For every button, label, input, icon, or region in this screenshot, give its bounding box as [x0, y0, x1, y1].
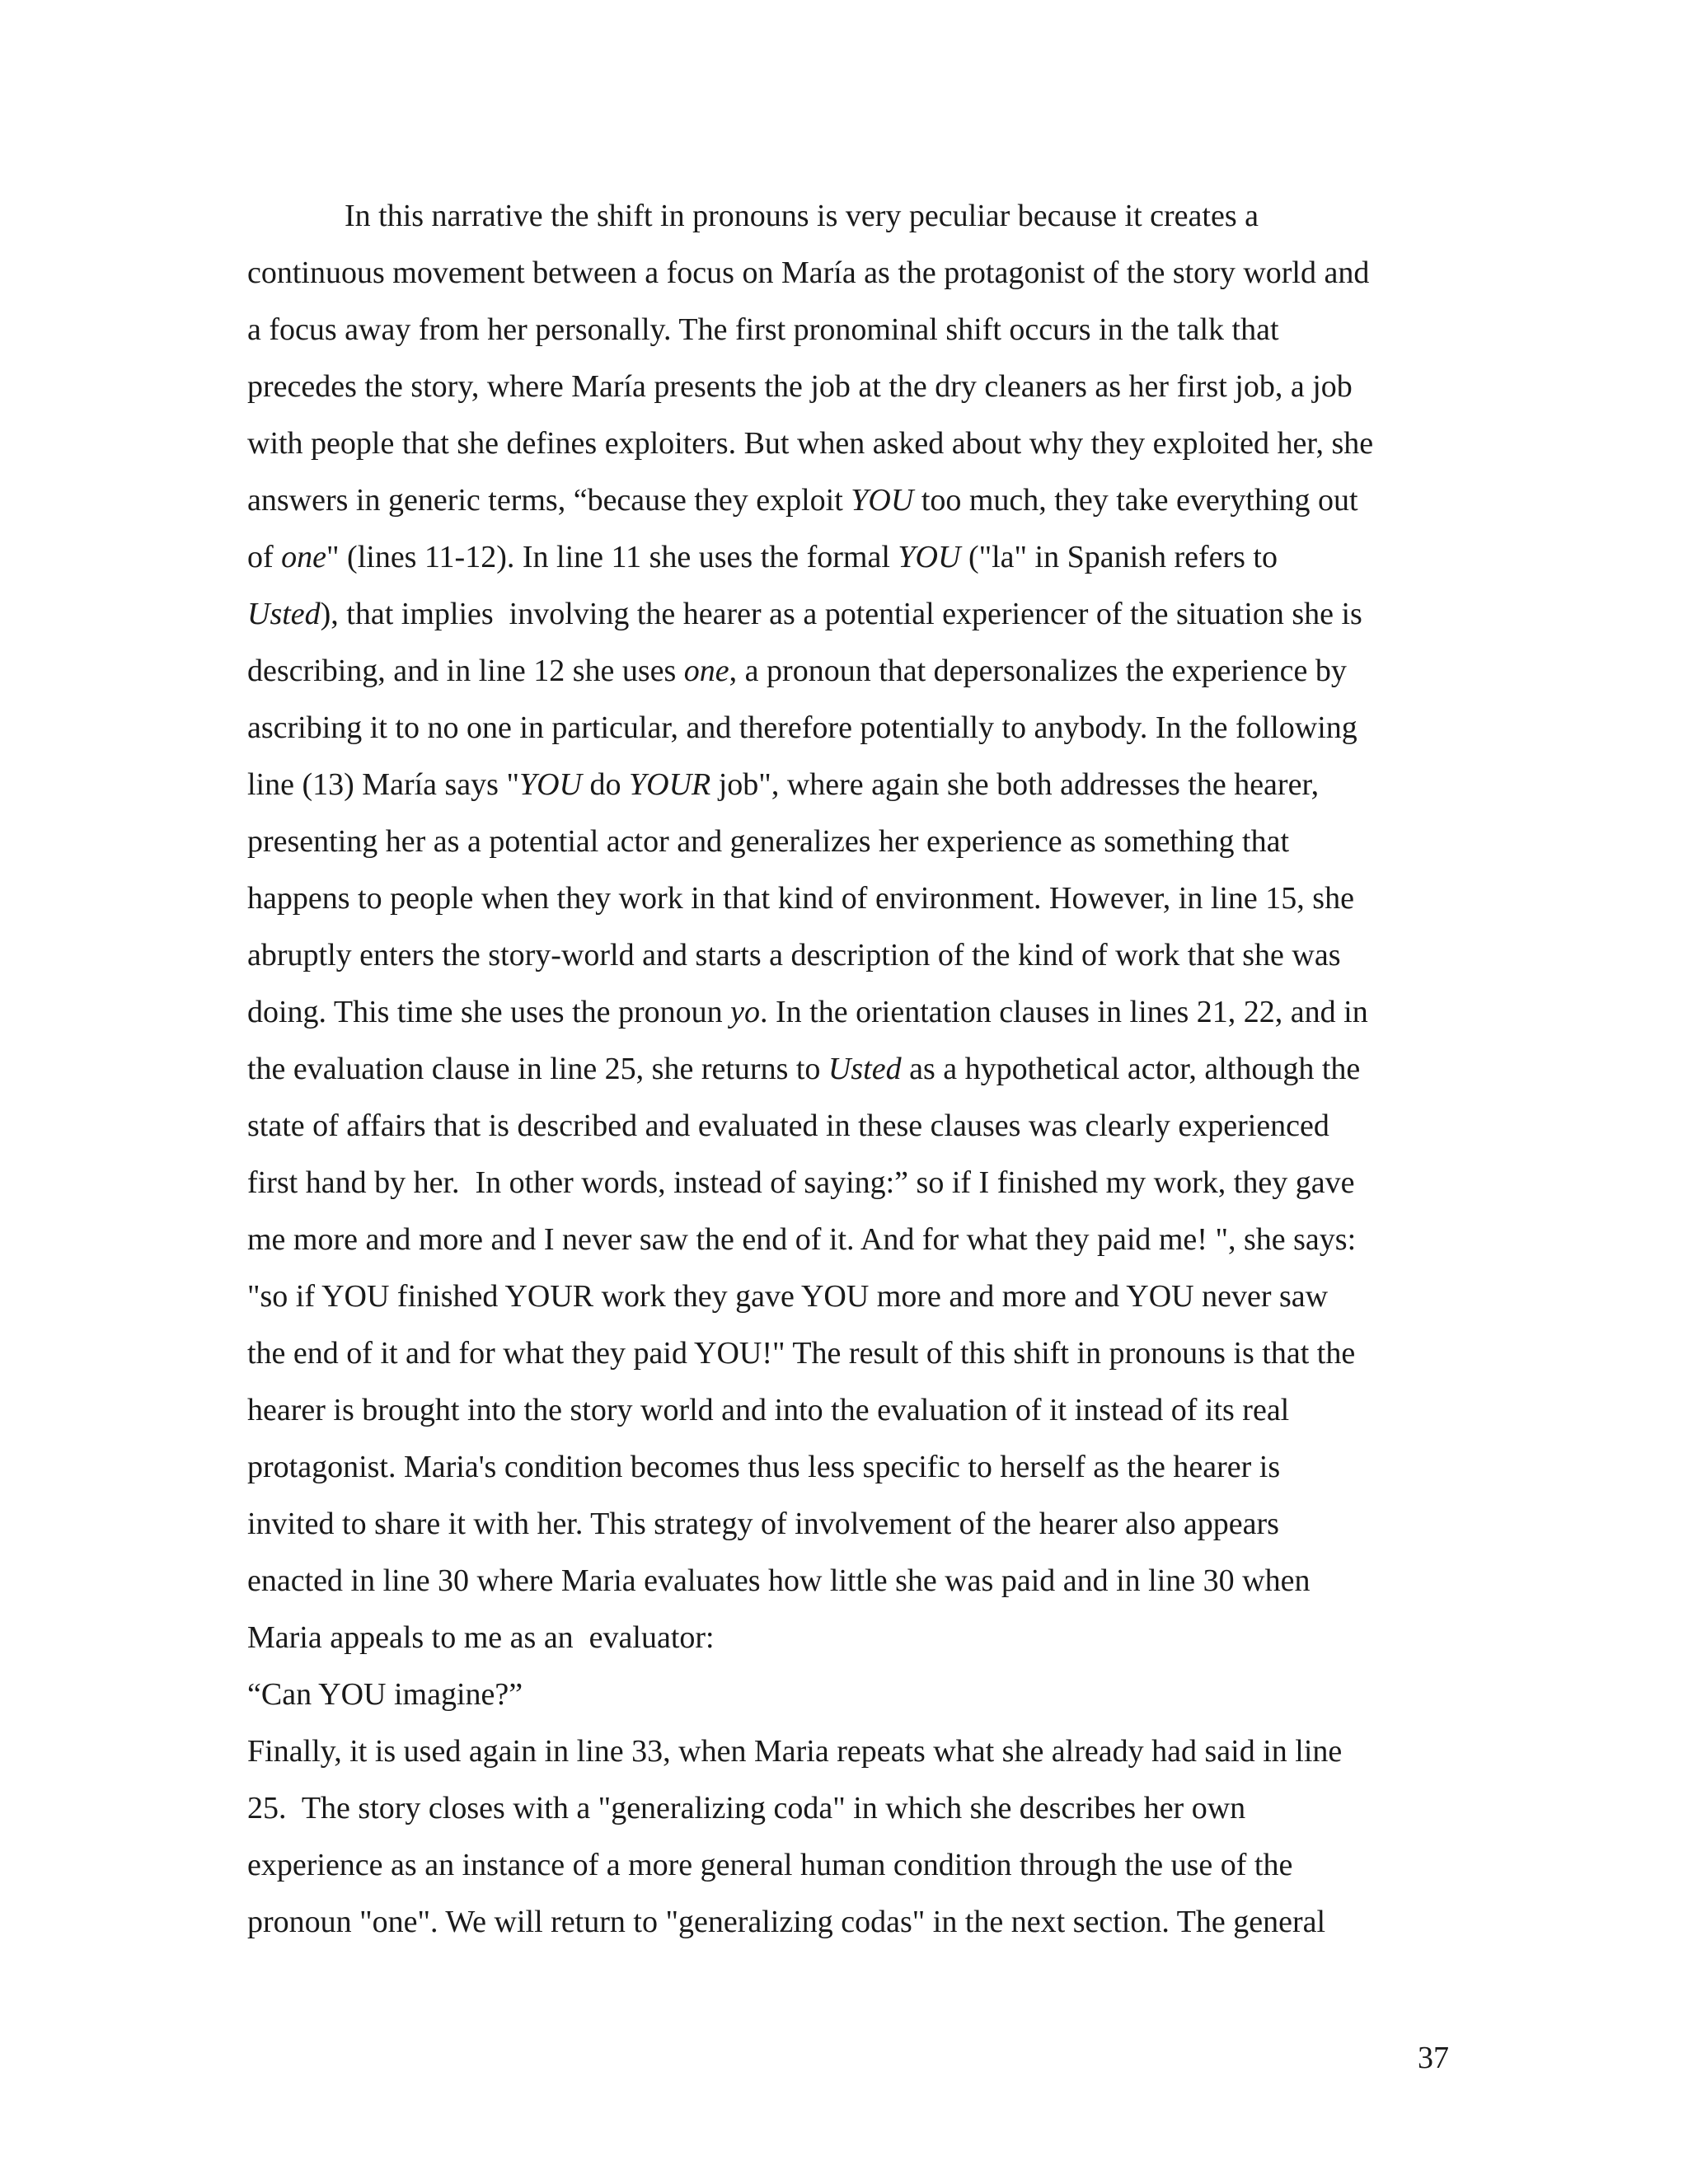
quote-line: “Can YOU imagine?” — [247, 1677, 523, 1712]
text-run: pronoun "one". We will return to "generalizing codas" in the next section. The general — [247, 1905, 1326, 1939]
paragraph-1 — [247, 188, 1451, 1666]
text-run: hearer is brought into the story world and into the evaluation of it instead of its real — [247, 1393, 1290, 1427]
text-run: " (lines 11-12). In line 11 she uses the formal — [326, 540, 898, 574]
text-line — [247, 1837, 1451, 1894]
text-line — [247, 1382, 1451, 1439]
text-run: continuous movement between a focus on María as the protagonist of the story world and — [247, 255, 1370, 290]
text-line — [247, 1155, 1451, 1212]
italic-text-run: one — [281, 540, 327, 574]
text-line — [247, 1325, 1451, 1382]
text-line — [247, 700, 1451, 757]
text-line — [247, 415, 1451, 472]
text-run: abruptly enters the story-world and starts a description of the kind of work that she was — [247, 938, 1341, 972]
text-run: ascribing it to no one in particular, and therefore potentially to anybody. In the following — [247, 710, 1357, 745]
text-line — [247, 1212, 1451, 1268]
text-line — [247, 643, 1451, 700]
italic-text-run: YOU — [518, 767, 583, 802]
text-line — [247, 1439, 1451, 1496]
text-run: In this narrative the shift in pronouns is very peculiar because it creates a — [345, 199, 1259, 233]
text-line — [247, 813, 1451, 870]
text-line — [247, 1723, 1451, 1780]
text-run: state of affairs that is described and evaluated in these clauses was clearly experienced — [247, 1108, 1329, 1143]
text-line — [247, 1553, 1451, 1610]
text-run: job", where again she both addresses the hearer, — [710, 767, 1320, 802]
italic-text-run: Usted — [828, 1052, 902, 1086]
italic-text-run: YOUR — [629, 767, 711, 802]
text-run: me more and more and I never saw the end of it. And for what they paid me! ", she says: — [247, 1222, 1357, 1257]
text-run: . In the orientation clauses in lines 21, 22, and in — [760, 995, 1368, 1029]
italic-text-run: one — [683, 654, 729, 688]
text-run: enacted in line 30 where Maria evaluates how little she was paid and in line 30 when — [247, 1563, 1311, 1598]
text-run: the evaluation clause in line 25, she returns to — [247, 1052, 828, 1086]
text-line — [247, 586, 1451, 643]
text-run: precedes the story, where María presents the job at the dry cleaners as her first job, a job — [247, 369, 1353, 404]
text-run: the end of it and for what they paid YOU!" The result of this shift in pronouns is that the — [247, 1336, 1356, 1371]
text-run: of — [247, 540, 282, 574]
page-body — [247, 188, 1451, 1951]
italic-text-run: Usted — [247, 597, 321, 631]
italic-text-run: yo — [730, 995, 761, 1029]
text-run: first hand by her. In other words, instead of saying:” so if I finished my work, they gave — [247, 1165, 1355, 1200]
text-run: ("la" in Spanish refers to — [960, 540, 1278, 574]
text-line — [247, 302, 1451, 359]
text-line — [247, 1610, 1451, 1666]
text-line — [247, 984, 1451, 1041]
text-run: Finally, it is used again in line 33, when Maria repeats what she already had said in line — [247, 1734, 1343, 1769]
text-line — [247, 1041, 1451, 1098]
text-line — [247, 1894, 1451, 1951]
text-line — [247, 1496, 1451, 1553]
text-run: do — [582, 767, 630, 802]
text-run: presenting her as a potential actor and generalizes her experience as something that — [247, 824, 1290, 859]
text-line — [247, 529, 1451, 586]
text-line — [247, 757, 1451, 813]
text-run: Maria appeals to me as an evaluator: — [247, 1620, 715, 1655]
text-run: too much, they take everything out — [913, 483, 1358, 518]
text-line — [247, 1780, 1451, 1837]
text-line — [247, 245, 1451, 302]
text-run: with people that she defines exploiters. But when asked about why they exploited her, she — [247, 426, 1374, 461]
text-run: a focus away from her personally. The first pronominal shift occurs in the talk that — [247, 312, 1279, 347]
italic-text-run: YOU — [898, 540, 961, 574]
text-run: as a hypothetical actor, although the — [901, 1052, 1361, 1086]
text-run: ), that implies involving the hearer as a potential experiencer of the situation she is — [320, 597, 1362, 631]
text-run: experience as an instance of a more general human condition through the use of the — [247, 1848, 1293, 1882]
text-run: answers in generic terms, “because they exploit — [247, 483, 851, 518]
quote-paragraph — [247, 1666, 1451, 1723]
text-line — [247, 1268, 1451, 1325]
text-line — [247, 870, 1451, 927]
paragraph-2 — [247, 1723, 1451, 1951]
text-line — [247, 927, 1451, 984]
text-run: protagonist. Maria's condition becomes thus less specific to herself as the hearer is — [247, 1450, 1281, 1484]
text-line — [247, 188, 1451, 245]
text-run: 25. The story closes with a "generalizing coda" in which she describes her own — [247, 1791, 1246, 1825]
text-line — [247, 472, 1451, 529]
text-line — [247, 359, 1451, 415]
text-run: "so if YOU finished YOUR work they gave YOU more and more and YOU never saw — [247, 1279, 1329, 1314]
text-run: doing. This time she uses the pronoun — [247, 995, 731, 1029]
text-run: , a pronoun that depersonalizes the experience by — [729, 654, 1347, 688]
text-run: describing, and in line 12 she uses — [247, 654, 684, 688]
page-number: 37 — [1418, 2041, 1449, 2075]
text-run: line (13) María says " — [247, 767, 519, 802]
text-line — [247, 1098, 1451, 1155]
italic-text-run: YOU — [851, 483, 914, 518]
text-run: happens to people when they work in that kind of environment. However, in line 15, she — [247, 881, 1354, 916]
text-run: invited to share it with her. This strategy of involvement of the hearer also appears — [247, 1507, 1279, 1541]
